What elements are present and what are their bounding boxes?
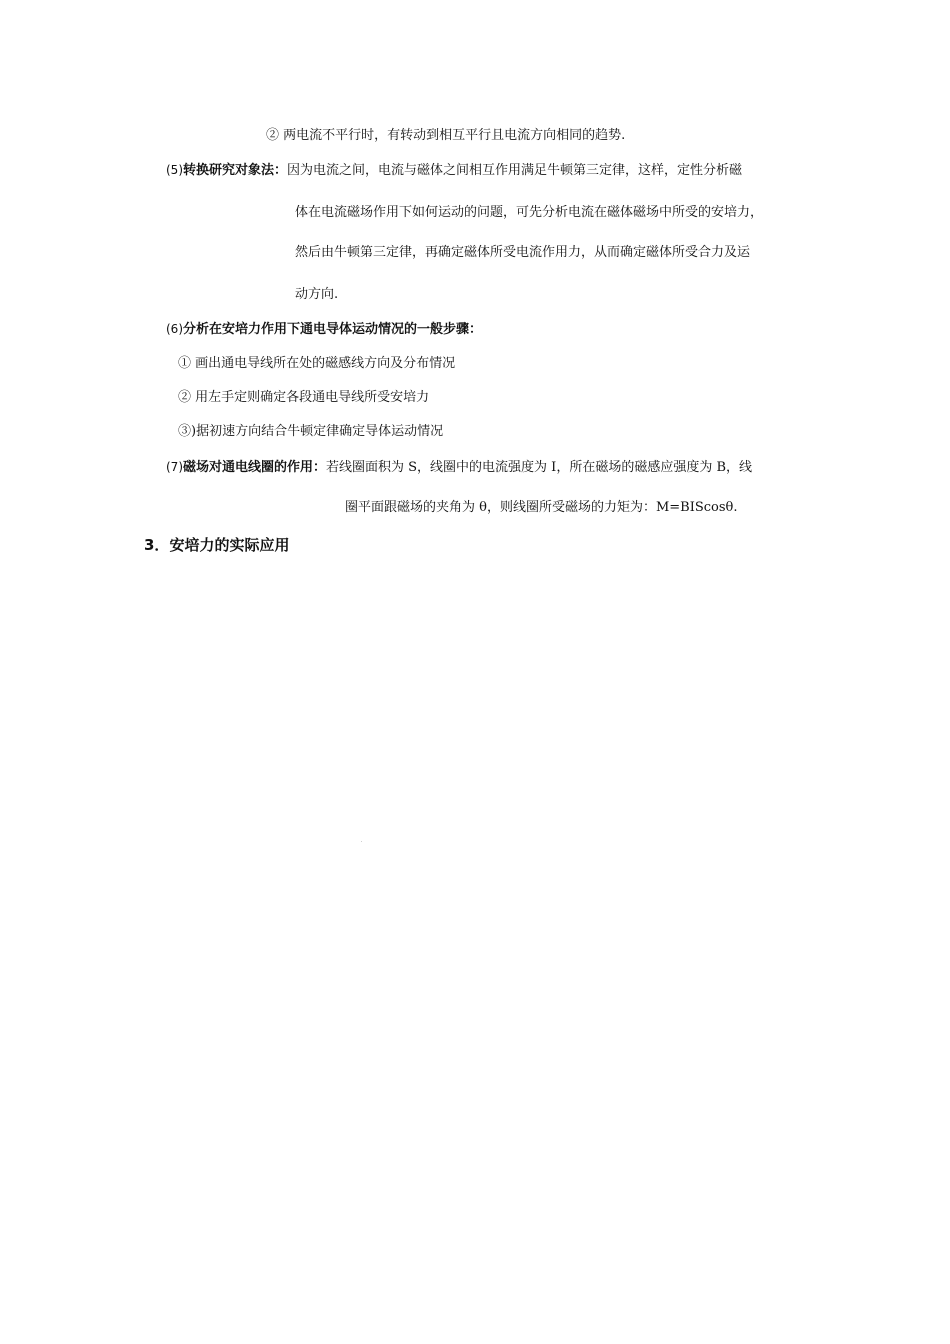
- section-3-title: 安培力的实际应用: [169, 536, 290, 554]
- item5-first-line: [166, 160, 742, 181]
- item7-text-line2: 圈平面跟磁场的夹角为 θ，则线圈所受磁场的力矩为：M=BIScosθ.: [345, 500, 738, 515]
- item7-number: (7): [166, 460, 183, 474]
- item6-heading: [166, 319, 482, 340]
- item6-step-1: ① 画出通电导线所在处的磁感线方向及分布情况: [178, 356, 456, 371]
- item6-step-3: ③)据初速方向结合牛顿定律确定导体运动情况: [178, 424, 444, 439]
- item6-title: 分析在安培力作用下通电导体运动情况的一般步骤：: [183, 322, 483, 337]
- item7-text-line1: 若线圈面积为 S，线圈中的电流强度为 I，所在磁场的磁感应强度为 B，线: [326, 460, 753, 475]
- item7-first-line: [166, 457, 752, 478]
- item6-number: (6): [166, 322, 183, 336]
- section-3-heading: [144, 534, 289, 556]
- item4-sub2: ② 两电流不平行时，有转动到相互平行且电流方向相同的趋势.: [266, 128, 626, 143]
- item5-number: (5): [166, 163, 183, 177]
- item5-text-line1: 因为电流之间，电流与磁体之间相互作用满足牛顿第三定律，这样，定性分析磁: [287, 163, 743, 178]
- stray-dot: [361, 841, 362, 842]
- item5-text-line4: 动方向.: [295, 287, 339, 302]
- item6-step-2: ② 用左手定则确定各段通电导线所受安培力: [178, 390, 430, 405]
- section-3-number: 3．: [144, 536, 170, 554]
- item5-text-line2: 体在电流磁场作用下如何运动的问题，可先分析电流在磁体磁场中所受的安培力，: [295, 205, 764, 220]
- item5-title: 转换研究对象法：: [183, 163, 288, 178]
- item7-title: 磁场对通电线圈的作用：: [183, 460, 327, 475]
- item5-text-line3: 然后由牛顿第三定律，再确定磁体所受电流作用力，从而确定磁体所受合力及运: [295, 245, 751, 260]
